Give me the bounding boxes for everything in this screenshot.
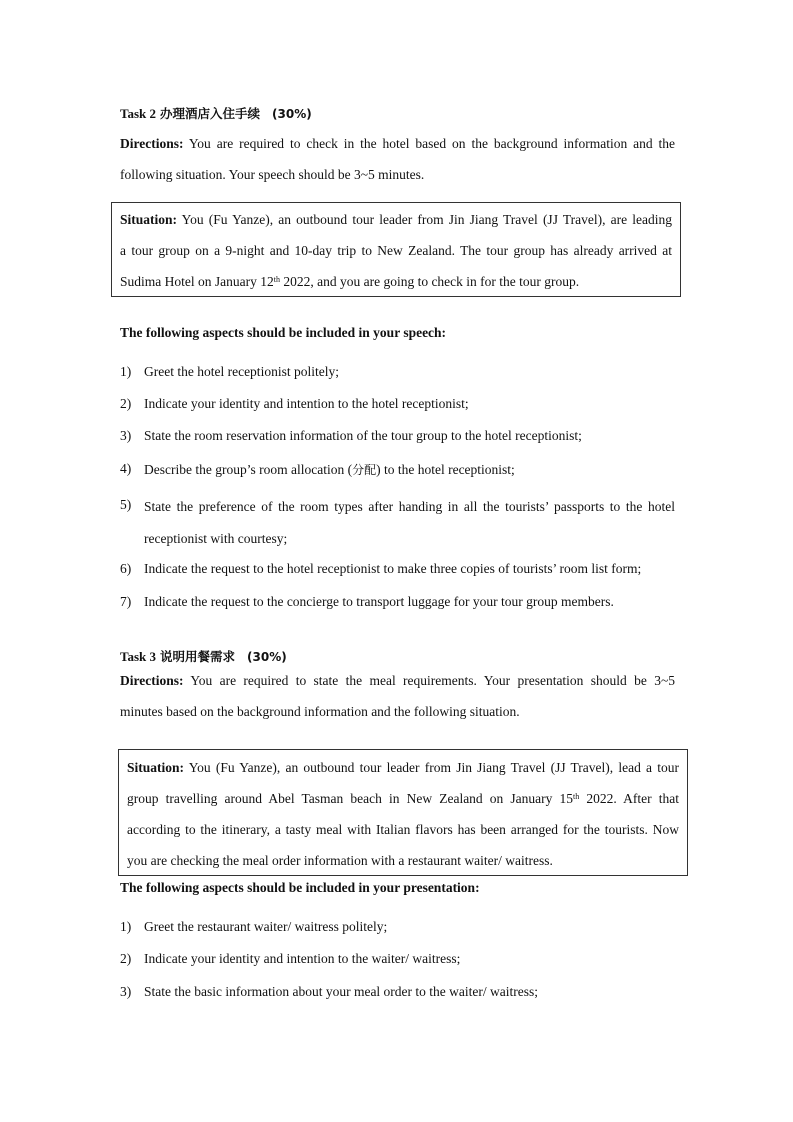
task3-directions [120, 665, 675, 727]
task2-title-cn: 办理酒店入住手续 [160, 106, 261, 121]
task2-aspects-heading: The following aspects should be included in your speech: [120, 325, 447, 340]
task3-directions-label: Directions: [120, 673, 184, 688]
task3-situation-line2: group travelling around Abel Tasman beach in New Zealand on January 15th 2022. After that [127, 791, 680, 806]
task2-situation-box [111, 202, 681, 297]
task3-percent: (30%) [247, 650, 287, 664]
task2-title: Task 2 [120, 106, 157, 121]
task2-directions [120, 128, 675, 190]
task2-situation-line3: Sudima Hotel on January 12th 2022, and you are going to check in for the tour group. [120, 274, 580, 289]
task2-directions-label: Directions: [120, 136, 184, 151]
task2-situation-line2: a tour group on a 9-night and 10-day trip to New Zealand. The tour group has already arrived at [120, 243, 672, 258]
task3-situation-line1: You (Fu Yanze), an outbound tour leader from Jin Jiang Travel (JJ Travel), lead a tour [188, 760, 679, 775]
task2-heading [120, 104, 312, 122]
task2-situation-label: Situation: [120, 212, 178, 227]
task3-title: Task 3 [120, 649, 157, 664]
task2-directions-line1: You are required to check in the hotel based on the background information and the [188, 136, 676, 151]
task3-heading [120, 647, 287, 665]
task2-situation-line1: You (Fu Yanze), an outbound tour leader from Jin Jiang Travel (JJ Travel), are leading [181, 212, 672, 227]
task3-directions-line2: minutes based on the background information and the following situation. [120, 704, 520, 719]
task3-situation-line3: according to the itinerary, a tasty meal with Italian flavors has been arranged for the tourists. Now [127, 822, 679, 837]
task3-situation-box [118, 749, 688, 876]
task2-percent: (30%) [272, 107, 312, 121]
task3-title-cn: 说明用餐需求 [160, 649, 236, 664]
task3-aspects-heading: The following aspects should be included in your presentation: [120, 880, 480, 895]
task2-directions-line2: following situation. Your speech should be 3~5 minutes. [120, 167, 425, 182]
task3-situation-line4: you are checking the meal order information with a restaurant waiter/ waitress. [127, 853, 553, 868]
task3-situation-label: Situation: [127, 760, 185, 775]
task3-directions-line1: You are required to state the meal requirements. Your presentation should be 3~5 [190, 673, 675, 688]
